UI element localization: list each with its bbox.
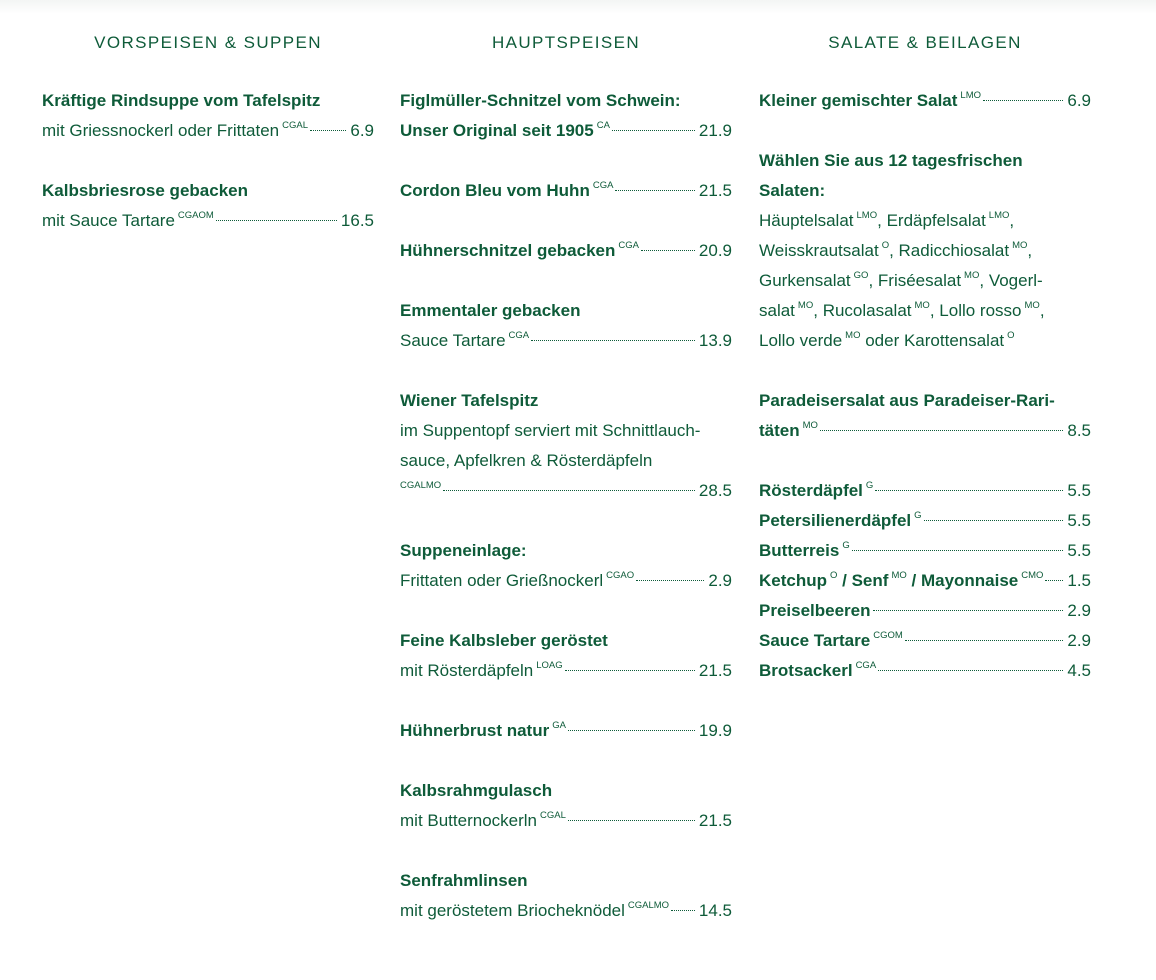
item-name-line2: Salaten: <box>759 181 826 200</box>
item-name: Rösterdäpfel <box>759 481 863 500</box>
dot-leader <box>671 910 695 911</box>
column-title: SALATE & BEILAGEN <box>828 33 1022 52</box>
item-name: Kräftige Rindsuppe vom Tafelspitz <box>42 91 321 110</box>
item-price: 2.9 <box>1067 631 1091 650</box>
item-name: Emmentaler gebacken <box>400 301 581 320</box>
dot-leader <box>565 670 695 671</box>
item-price: 4.5 <box>1067 661 1091 680</box>
item-name: Preiselbeeren <box>759 601 871 620</box>
item-price: 16.5 <box>340 211 374 230</box>
menu-item <box>400 176 732 206</box>
dot-leader <box>216 220 337 221</box>
item-name: Mayonnaise <box>920 571 1019 590</box>
item-name: Hühnerschnitzel gebacken <box>400 241 616 260</box>
allergen-codes: MO <box>802 420 818 431</box>
item-price: 19.9 <box>698 721 732 740</box>
dot-leader <box>612 130 695 131</box>
item-price: 6.9 <box>1067 91 1091 110</box>
item-description: mit geröstetem Briocheknödel <box>400 901 625 920</box>
item-description: Frittaten oder Grießnockerl <box>400 571 604 590</box>
item-name: Kalbsrahmgulasch <box>400 781 553 800</box>
allergen-codes: CMO <box>1021 570 1044 581</box>
menu-item <box>759 566 1091 596</box>
item-price: 2.9 <box>1067 601 1091 620</box>
menu-item <box>400 866 732 926</box>
item-name: Cordon Bleu vom Huhn <box>400 181 590 200</box>
allergen-codes: CGALMO <box>400 480 442 491</box>
item-name: Paradeisersalat aus Paradeiser-Rari- <box>759 391 1055 410</box>
item-description: im Suppentopf serviert mit Schnittlauch- <box>400 421 701 440</box>
item-row <box>42 116 374 146</box>
column-title: HAUPTSPEISEN <box>491 33 641 52</box>
menu-item <box>42 86 374 146</box>
item-row <box>400 566 732 596</box>
item-row <box>400 806 732 836</box>
menu-item <box>400 536 732 596</box>
column-salate <box>759 30 1091 686</box>
menu-item <box>400 626 732 686</box>
menu-item <box>759 656 1091 686</box>
column-vorspeisen <box>42 30 374 266</box>
item-price: 5.5 <box>1067 541 1091 560</box>
item-description: mit Griessnockerl oder Frittaten <box>42 121 280 140</box>
salad-line: Gurkensalat $^{GO}$, Friséesalat $^{MO}$, Vogerl- <box>759 270 1043 290</box>
item-price: 21.5 <box>698 181 732 200</box>
item-price: 20.9 <box>698 241 732 260</box>
dot-leader <box>615 190 694 191</box>
salad-line: Lollo verde $^{MO}$ oder Karottensalat $^O$ <box>759 330 1015 350</box>
item-name: Butterreis <box>759 541 840 560</box>
item-row <box>400 476 732 506</box>
item-name: Brotsackerl <box>759 661 853 680</box>
salad-line: Weisskrautsalat $^O$, Radicchiosalat $^{MO}$, <box>759 240 1033 260</box>
dot-leader <box>875 490 1063 491</box>
item-name-line2: täten <box>759 421 800 440</box>
menu-item <box>759 476 1091 506</box>
menu-item <box>759 86 1091 116</box>
dot-leader <box>568 820 695 821</box>
dot-leader <box>531 340 695 341</box>
item-name: Senfrahmlinsen <box>400 871 528 890</box>
column-hauptspeisen <box>400 30 732 956</box>
dot-leader <box>636 580 704 581</box>
item-name: Senf <box>851 571 889 590</box>
item-name: Suppeneinlage: <box>400 541 527 560</box>
item-price: 6.9 <box>350 121 374 140</box>
allergen-codes: CGOM <box>873 630 903 641</box>
item-price: 2.9 <box>708 571 732 590</box>
item-name: Ketchup <box>759 571 827 590</box>
menu-item <box>42 176 374 236</box>
item-row <box>759 506 1091 536</box>
item-price: 5.5 <box>1067 481 1091 500</box>
item-description: mit Butternockerln <box>400 811 537 830</box>
dot-leader <box>905 640 1064 641</box>
item-price: 28.5 <box>698 481 732 500</box>
item-price: 21.5 <box>698 811 732 830</box>
item-description: sauce, Apfelkren & Rösterdäpfeln <box>400 451 653 470</box>
allergen-codes: CGA <box>618 240 639 251</box>
menu-item <box>400 236 732 266</box>
allergen-codes: CA <box>596 120 610 131</box>
item-row <box>400 326 732 356</box>
item-description: mit Sauce Tartare <box>42 211 175 230</box>
dot-leader <box>443 490 695 491</box>
allergen-codes: CGA <box>592 180 614 191</box>
item-row <box>759 656 1091 686</box>
item-row <box>400 716 732 746</box>
item-name: Petersilienerdäpfel <box>759 511 912 530</box>
item-row <box>400 656 732 686</box>
dot-leader <box>820 430 1063 431</box>
dot-leader <box>878 670 1063 671</box>
menu-item <box>759 626 1091 656</box>
allergen-codes: G <box>914 510 922 521</box>
dot-leader <box>568 730 695 731</box>
item-row <box>400 896 732 926</box>
top-shadow <box>0 0 1156 14</box>
item-row <box>759 536 1091 566</box>
item-row <box>400 236 732 266</box>
item-price: 21.9 <box>698 121 732 140</box>
dot-leader <box>852 550 1064 551</box>
allergen-codes: G <box>865 480 874 491</box>
menu-item <box>400 296 732 356</box>
column-title: VORSPEISEN & SUPPEN <box>94 33 322 52</box>
dot-leader <box>983 100 1063 101</box>
allergen-codes: CGAL <box>282 120 309 131</box>
salad-line: salat $^{MO}$, Rucolasalat $^{MO}$, Lollo rosso $^{MO}$, <box>759 300 1045 320</box>
item-price: 1.5 <box>1067 571 1091 590</box>
menu-item <box>759 536 1091 566</box>
item-row <box>759 476 1091 506</box>
item-name: Kleiner gemischter Salat <box>759 91 958 110</box>
item-price: 21.5 <box>698 661 732 680</box>
item-price: 13.9 <box>698 331 732 350</box>
allergen-codes: GA <box>552 720 566 731</box>
item-price: 5.5 <box>1067 511 1091 530</box>
item-price: 14.5 <box>698 901 732 920</box>
item-row <box>759 626 1091 656</box>
menu-item <box>400 776 732 836</box>
menu-item <box>400 716 732 746</box>
item-name: Hühnerbrust natur <box>400 721 550 740</box>
item-description: Sauce Tartare <box>400 331 506 350</box>
item-row <box>42 206 374 236</box>
item-row <box>400 116 732 146</box>
item-row <box>759 416 1091 446</box>
menu-item <box>759 386 1091 446</box>
allergen-codes: MO <box>891 570 907 581</box>
item-row <box>400 176 732 206</box>
allergen-codes: G <box>842 540 850 551</box>
allergen-codes: CGA <box>855 660 877 671</box>
item-row <box>759 596 1091 626</box>
dot-leader <box>641 250 695 251</box>
allergen-codes: CGALMO <box>627 900 670 911</box>
item-name: Wählen Sie aus 12 tagesfrischen <box>759 151 1023 170</box>
menu-item <box>759 596 1091 626</box>
item-description: mit Rösterdäpfeln <box>400 661 534 680</box>
item-price: 8.5 <box>1067 421 1091 440</box>
dot-leader <box>924 520 1064 521</box>
item-name-line2: Unser Original seit 1905 <box>400 121 594 140</box>
menu-item <box>759 506 1091 536</box>
allergen-codes: LOAG <box>536 660 563 671</box>
dot-leader <box>310 130 346 131</box>
allergen-codes: CGAL <box>540 810 566 821</box>
menu-item-salad-choice <box>759 146 1091 356</box>
item-row <box>759 86 1091 116</box>
allergen-codes: CGAOM <box>177 210 214 221</box>
item-name: Wiener Tafelspitz <box>400 391 539 410</box>
menu-item <box>400 386 732 506</box>
allergen-codes: O <box>830 570 838 581</box>
allergen-codes: CGAO <box>606 570 635 581</box>
allergen-codes: LMO <box>960 90 982 101</box>
item-name: Sauce Tartare <box>759 631 871 650</box>
dot-leader <box>873 610 1064 611</box>
item-name: Feine Kalbsleber geröstet <box>400 631 608 650</box>
item-name: Figlmüller-Schnitzel vom Schwein: <box>400 91 681 110</box>
item-name: Kalbsbriesrose gebacken <box>42 181 248 200</box>
salad-line: Häuptelsalat $^{LMO}$, Erdäpfelsalat $^{LMO}$, <box>759 210 1015 230</box>
menu-item <box>400 86 732 146</box>
item-row: Ketchup $^O$ / Senf $^{MO}$ / Mayonnaise $^{CMO}$ 1.5 <box>759 566 1091 596</box>
allergen-codes: CGA <box>508 330 530 341</box>
dot-leader <box>1045 580 1063 581</box>
